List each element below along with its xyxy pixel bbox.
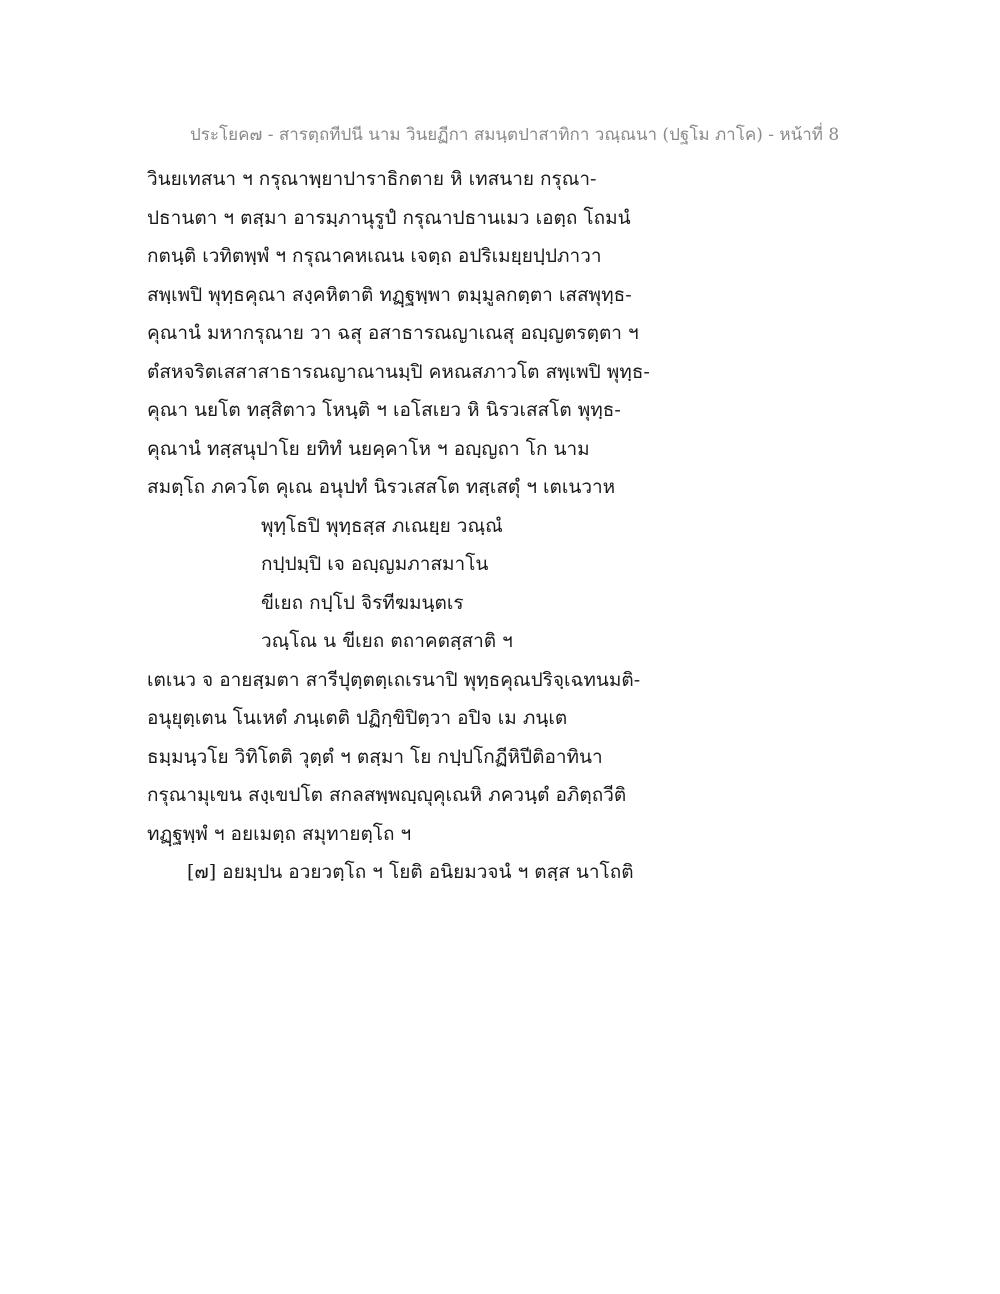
text-line: คุณา นยโต ทสฺสิตาว โหนฺติ ฯ เอโสเยว หิ นิรวเสสโต พุทฺธ- bbox=[147, 399, 621, 421]
verse-line: วณฺโณ น ขีเยถ ตถาคตสฺสาติ ฯ bbox=[261, 630, 513, 652]
text-line: กรุณามุเขน สงฺเขปโต สกลสพฺพญฺญุคุเณหิ ภควนฺตํ อภิตฺถวีติ bbox=[147, 784, 627, 806]
text-line: คุณานํ ทสฺสนุปาโย ยทิทํ นยคฺคาโห ฯ อญฺญถา โก นาม bbox=[147, 437, 590, 460]
verse-line: ขีเยถ กปฺโป จิรทีฆมนฺตเร bbox=[261, 591, 464, 614]
text-line: สพฺเพปิ พุทฺธคุณา สงฺคหิตาติ ทฏฺฐพฺพา ตมฺมูลกตฺตา เสสพุทฺธ- bbox=[147, 283, 632, 306]
text-line: ทฏฺฐพฺพํ ฯ อยเมตฺถ สมุทายตฺโถ ฯ bbox=[147, 822, 412, 845]
text-line: ตํสหจริตเสสาสาธารณญาณานมฺปิ คหณสภาวโต สพฺเพปิ พุทฺธ- bbox=[147, 360, 650, 383]
text-line: สมตฺโถ ภควโต คุเณ อนุปทํ นิรวเสสโต ทสฺเสตุํ ฯ เตเนวาห bbox=[147, 476, 616, 498]
text-line: ปธานตา ฯ ตสฺมา อารมฺภานุรูปํ กรุณาปธานเมว เอตฺถ โถมนํ bbox=[147, 206, 631, 229]
paragraph-2 bbox=[147, 661, 947, 854]
paragraph-3 bbox=[147, 853, 947, 892]
text-line: เตเนว จ อายสฺมตา สารีปุตฺตตฺเถเรนาปิ พุทฺธคุณปริจฺเฉทนมติ- bbox=[147, 668, 641, 691]
verse-block bbox=[147, 507, 947, 661]
text-line: อนุยุตฺเตน โนเหตํ ภนฺเตติ ปฏิกฺขิปิตฺวา อปิจ เม ภนฺเต bbox=[147, 707, 568, 729]
text-line: ธมฺมนฺวโย วิทิโตติ วุตฺตํ ฯ ตสฺมา โย กปฺปโกฏีหิปีติอาทินา bbox=[147, 745, 603, 768]
text-line: [๗] อยมฺปน อวยวตฺโถ ฯ โยติ อนิยมวจนํ ฯ ตสฺส นาโถติ bbox=[187, 861, 634, 883]
verse-line: พุทฺโธปิ พุทฺธสฺส ภเณยฺย วณฺณํ bbox=[261, 514, 503, 537]
verse-line: กปฺปมฺปิ เจ อญฺญมภาสมาโน bbox=[261, 553, 489, 575]
body-text bbox=[147, 160, 947, 892]
text-line: วินยเทสนา ฯ กรุณาพฺยาปาราธิกตาย หิ เทสนาย กรุณา- bbox=[147, 168, 597, 190]
running-header: ประโยค๗ - สารตฺถทีปนี นาม วินยฏีกา สมนฺตปาสาทิกา วณฺณนา (ปฐโม ภาโค) - หน้าที่ 8 bbox=[190, 125, 840, 145]
text-line: กตนฺติ เวทิตพฺพํ ฯ กรุณาคหเณน เจตฺถ อปริเมยฺยปฺปภาวา bbox=[147, 245, 602, 267]
paragraph-1 bbox=[147, 160, 947, 507]
text-line: คุณานํ มหากรุณาย วา ฉสุ อสาธารณญาเณสุ อญฺญตรตฺตา ฯ bbox=[147, 322, 639, 344]
